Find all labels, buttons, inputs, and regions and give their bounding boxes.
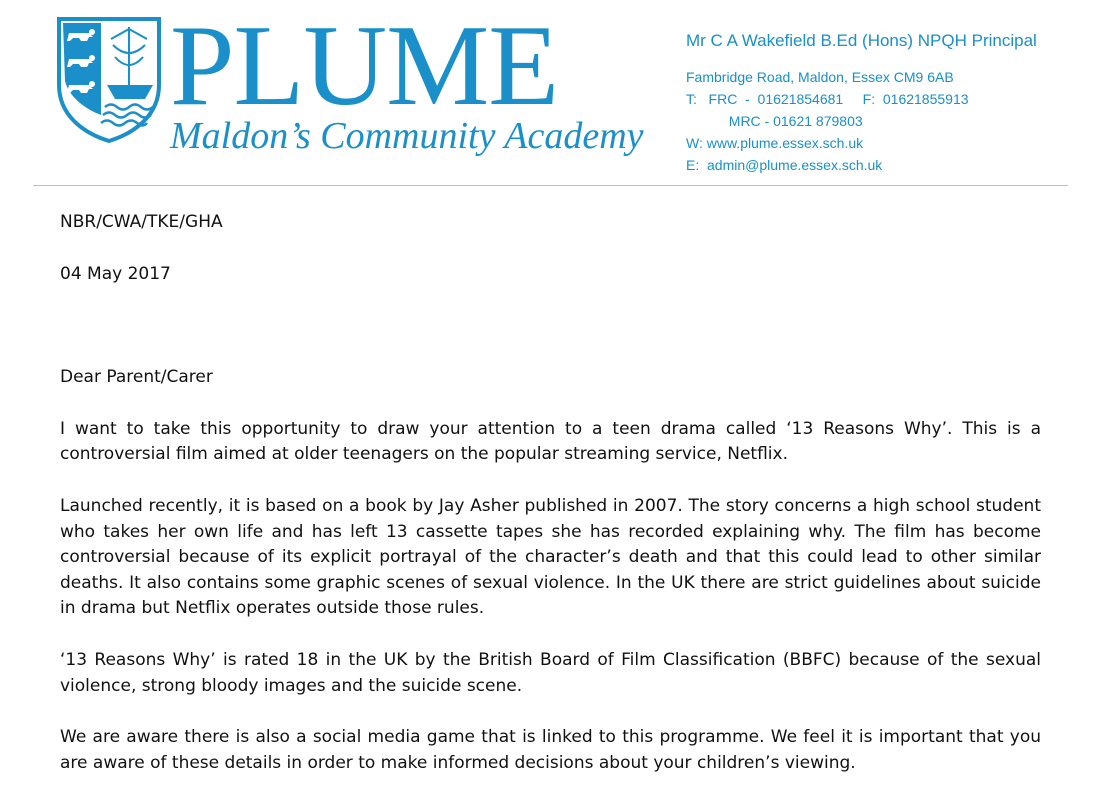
school-name: PLUME <box>170 2 559 130</box>
paragraph: ‘13 Reasons Why’ is rated 18 in the UK by the British Board of Film Classification (BBFC) because of the sexual violence, strong bloody images and the suicide scene. <box>60 649 1041 696</box>
letter-body <box>60 210 1041 776</box>
contact-block <box>686 66 969 176</box>
paragraph: Launched recently, it is based on a book by Jay Asher published in 2007. The story concerns a high school student who takes her own life and has left 13 cassette tapes she has recorded explaining why. The film has become controversial because of its explicit portrayal of the character’s death and that this could lead to other similar deaths. It also contains some graphic scenes of sexual violence. In the UK there are strict guidelines about suicide in drama but Netflix operates outside those rules. <box>60 495 1041 619</box>
principal-name: Mr C A Wakefield B.Ed (Hons) NPQH Principal <box>686 31 1037 50</box>
website-link[interactable]: W: www.plume.essex.sch.uk <box>686 135 864 151</box>
header-divider <box>33 185 1068 186</box>
email-link[interactable]: E: admin@plume.essex.sch.uk <box>686 157 883 173</box>
phone-line-secondary: MRC - 01621 879803 <box>686 113 863 129</box>
salutation: Dear Parent/Carer <box>60 367 213 388</box>
letterhead <box>0 0 1100 190</box>
address-line: Fambridge Road, Maldon, Essex CM9 6AB <box>686 69 954 85</box>
reference-code: NBR/CWA/TKE/GHA <box>60 212 223 232</box>
school-tagline: Maldon’s Community Academy <box>170 115 644 157</box>
paragraph: We are aware there is also a social media game that is linked to this programme. We feel it is important that you are aware of these details in order to make informed decisions about your children’s viewing. <box>60 727 1041 773</box>
letter-date: 04 May 2017 <box>60 263 171 284</box>
shield-crest-icon <box>55 15 163 143</box>
phone-line: T: FRC - 01621854681 F: 01621855913 <box>686 91 969 107</box>
paragraph: I want to take this opportunity to draw your attention to a teen drama called ‘13 Reasons Why’. This is a controversial film aimed at older teenagers on the popular streaming service, Netflix. <box>60 418 1041 465</box>
